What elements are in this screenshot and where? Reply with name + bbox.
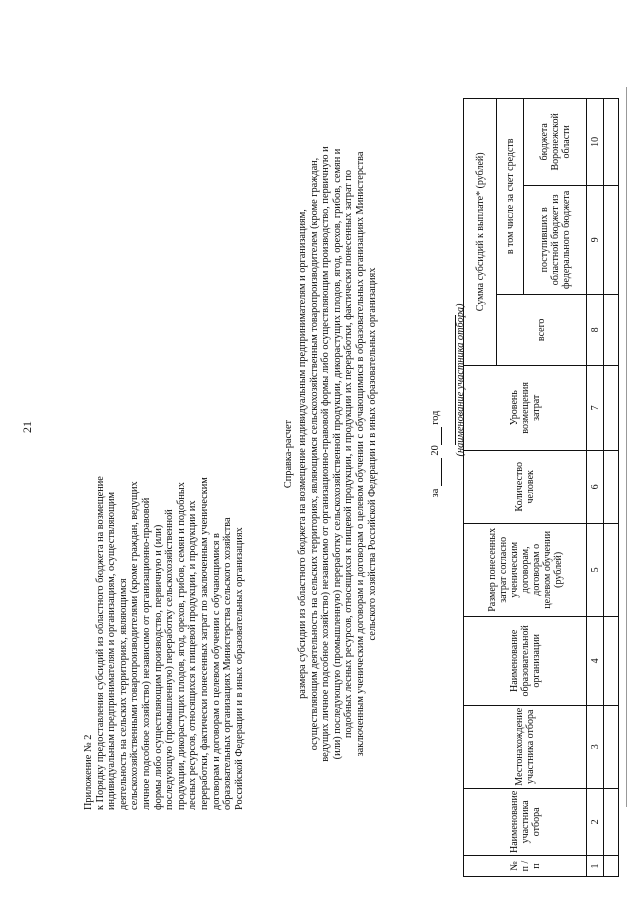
table-cell <box>604 523 619 616</box>
header-costs: Размер понесенных затрат согласно ученическим договорам, договорам о целевом обучении (рублей) <box>464 523 587 616</box>
reference-line: осуществляющим деятельность на сельских территориях, являющимся сельскохозяйственным товаропроизводителем (кроме граждан, <box>308 157 320 751</box>
table-cell <box>604 185 619 294</box>
annex-line: образовательных организациях Министерства сельского хозяйства <box>222 517 234 810</box>
table-cell <box>604 365 619 450</box>
table-cell <box>604 450 619 523</box>
column-number: 3 <box>587 705 604 788</box>
annex-line: к Порядку предоставления субсидий из областного бюджета на возмещение <box>94 476 106 810</box>
reference-line: размера субсидии из областного бюджета на возмещение индивидуальным предпринимателям и организациям, <box>297 209 308 699</box>
column-number: 6 <box>587 450 604 523</box>
column-number: 5 <box>587 523 604 616</box>
table-cell <box>604 616 619 705</box>
period-blank <box>431 458 442 486</box>
header-reimbursement-level: Уровень возмещения затрат <box>464 365 587 450</box>
annex-line: деятельность на сельских территориях, являющимся <box>117 578 129 810</box>
year-blank <box>431 427 442 445</box>
annex-line: договорам и договорам о целевом обучении с обучающимися в <box>210 533 222 810</box>
column-number: 8 <box>587 294 604 365</box>
header-location: Местонахождение участника отбора <box>464 705 587 788</box>
header-regional-funds: бюджета Воронежской области <box>524 98 587 185</box>
page-bottom-rule <box>626 87 627 807</box>
table-cell <box>604 788 619 855</box>
header-subsidy-group: Сумма субсидий к выплате* (рублей) <box>464 98 497 365</box>
annex-line: лесных ресурсов, относящихся к пищевой продукции, и продукции их <box>187 500 199 810</box>
column-number: 1 <box>587 856 604 877</box>
header-total: всего <box>497 294 587 365</box>
table-cell <box>604 856 619 877</box>
period-prefix: за <box>430 488 441 498</box>
annex-line: последующую (промышленную) переработку сельскохозяйственной <box>164 509 176 810</box>
reference-line: заключенным ученическим договорам и договорам о целевом обучении с обучающимися в образовательных организациях Министерства <box>354 151 366 757</box>
reference-line: (или) последующую (промышленную) переработку сельскохозяйственной продукции, дикорастущих плодов, ягод, орехов, грибов, семян и <box>331 148 343 760</box>
reference-line: подобных лесных ресурсов, относящихся к пищевой продукции, и продукции их переработки, фактически понесенных затрат по <box>343 170 355 739</box>
annex-line: формы либо осуществляющим производство, первичную и (или) <box>152 524 164 810</box>
page-number: 21 <box>20 421 34 433</box>
period-line <box>430 93 442 815</box>
annex-line: переработки, фактически понесенных затрат по заключенным ученическим <box>198 477 210 810</box>
header-educational-org: Наименование образовательной организации <box>464 616 587 705</box>
reference-text <box>297 93 378 815</box>
table-cell <box>604 98 619 185</box>
header-number: № п / п <box>464 856 587 877</box>
table-cell <box>604 294 619 365</box>
annex-block <box>83 105 245 810</box>
table-row <box>587 98 604 876</box>
annex-line: продукции, дикорастущих плодов, ягод, орехов, грибов, семян и подобных <box>175 482 187 810</box>
column-number: 7 <box>587 365 604 450</box>
annex-line: личное подсобное хозяйство) независимо от организационно-правовой <box>140 497 152 810</box>
period-year: 20 <box>430 445 441 456</box>
header-participant: Наименование участника отбора <box>464 788 587 855</box>
column-number: 9 <box>587 185 604 294</box>
subsidy-table <box>463 98 619 877</box>
header-federal-funds: поступивших в областной бюджет из федерального бюджета <box>524 185 587 294</box>
org-name-caption: (наименование участника отбора) <box>455 303 466 457</box>
reference-heading: Справка-расчет <box>283 419 294 489</box>
annex-line: Российской Федерации и в иных образовательных организациях <box>233 527 245 810</box>
table-row <box>604 98 619 876</box>
table-cell <box>604 705 619 788</box>
reference-line: сельского хозяйства Российской Федерации и в иных образовательных организациях <box>366 267 378 641</box>
period-suffix: год <box>430 410 441 425</box>
table-header-row <box>464 98 497 876</box>
column-number: 4 <box>587 616 604 705</box>
header-people-count: Количество человек <box>464 450 587 523</box>
annex-title: Приложение № 2 <box>83 734 94 810</box>
annex-line: индивидуальным предпринимателям и организациям, осуществляющим <box>106 491 118 810</box>
header-sources-group: в том числе за счет средств <box>497 98 524 294</box>
reference-line: ведущих личное подсобное хозяйство) независимо от организационно-правовой формы либо осуществляющим производство, первичную и <box>320 146 332 762</box>
annex-line: сельскохозяйственными товаропроизводителями (кроме граждан, ведущих <box>129 481 141 810</box>
column-number: 10 <box>587 98 604 185</box>
column-number: 2 <box>587 788 604 855</box>
